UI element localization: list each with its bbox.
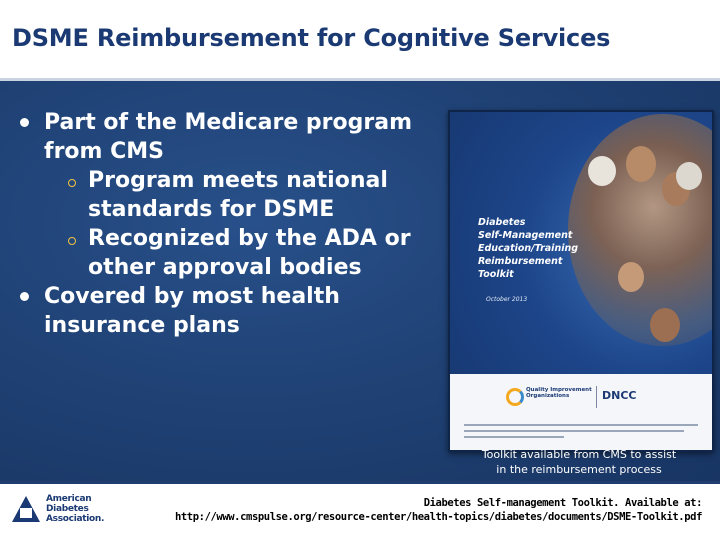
ada-logo-line: Diabetes [46,504,89,514]
qio-text-line: Quality Improvement [526,387,592,393]
cover-title-line: Education/Training [478,243,579,254]
cover-title-line: Self-Management [478,230,573,241]
cover-photo-face [618,262,644,292]
caption-line: in the reimbursement process [496,463,662,476]
cover-divider [596,386,597,408]
cover-title [478,216,579,281]
bullet-dot-icon [20,292,29,301]
toolkit-cover-image [448,110,714,452]
cover-photo-face [650,308,680,342]
bullet-text-line: from CMS [44,139,165,164]
sub-bullet-text-line: Program meets national [88,168,388,193]
ada-mark-cutout [20,508,32,518]
dncc-logo: DNCC [602,389,637,402]
bullet-list [20,108,450,340]
cover-photo-face [676,162,702,190]
bullet-text-line: Covered by most health [44,284,340,309]
sub-bullet-text-line: Recognized by the ADA or [88,226,411,251]
bullet-dot-icon [20,118,29,127]
caption-line: Toolkit available from CMS to assist [481,448,677,461]
sub-bullet-text-line: standards for DSME [88,197,335,222]
sub-bullet-text-line: other approval bodies [88,255,362,280]
qio-logo-icon [506,388,524,406]
cover-fine-print [464,424,698,426]
ada-logo [12,494,116,528]
title-bar [0,0,720,81]
sub-bullet-ring-icon [68,179,76,187]
cover-fine-print [464,436,564,438]
cover-photo-face [588,156,616,186]
ada-logo-text [46,494,104,524]
bullet-item [20,108,450,166]
qio-text-line: Organizations [526,393,570,399]
cover-title-line: Reimbursement [478,256,563,267]
ada-logo-line: American [46,494,92,504]
ada-logo-line: Association. [46,514,105,524]
cover-photo-face [626,146,656,182]
cover-date: October 2013 [486,296,528,303]
sub-bullet-item [20,166,450,224]
bullet-item [20,282,450,340]
cover-title-line: Toolkit [478,269,514,280]
bullet-text-line: Part of the Medicare program [44,110,413,135]
sub-bullet-ring-icon [68,237,76,245]
sub-bullet-item [20,224,450,282]
source-citation [175,496,702,524]
cover-footer-panel [450,374,712,450]
citation-url[interactable]: http://www.cmspulse.org/resource-center/health-topics/diabetes/documents/DSME-Toolkit.pdf [174,511,702,523]
bullet-text-line: insurance plans [44,313,240,338]
cover-fine-print [464,430,684,432]
slide-title: DSME Reimbursement for Cognitive Services [12,24,611,52]
cover-title-line: Diabetes [478,217,526,228]
image-caption [448,447,710,477]
qio-logo-text [526,387,592,399]
citation-line: Diabetes Self-management Toolkit. Available at: [423,497,702,509]
